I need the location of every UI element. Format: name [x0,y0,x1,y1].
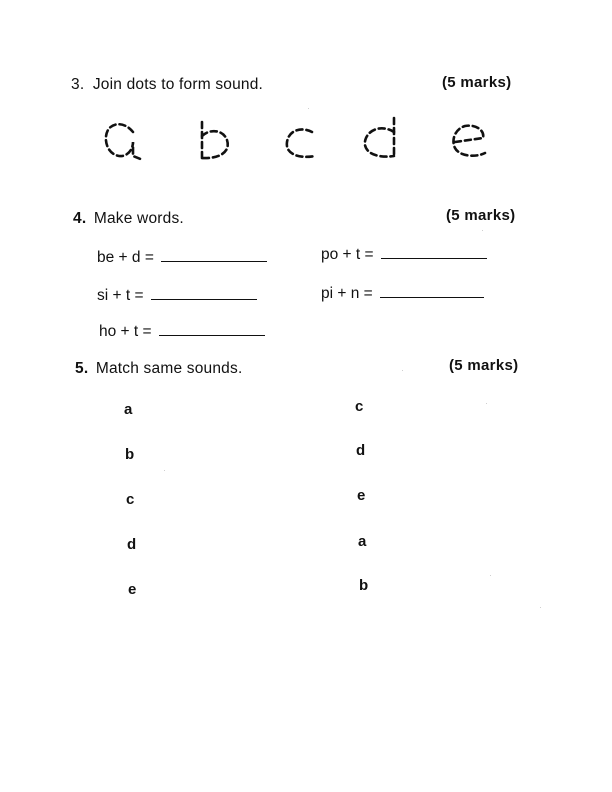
match-left-item[interactable]: b [125,446,135,463]
answer-blank[interactable] [380,287,484,298]
word-item-prompt: po + t = [321,246,374,263]
tracing-letter-e-label [95,112,96,114]
scan-speck [482,230,483,231]
question-4-title: Make words. [93,210,184,227]
answer-blank[interactable] [381,248,487,259]
scan-speck [490,575,491,576]
word-item [99,323,265,341]
word-item [97,287,257,305]
question-3-title: Join dots to form sound. [92,76,264,93]
tracing-letter-b [202,122,228,158]
match-right-item[interactable]: d [356,442,366,459]
word-item-prompt: ho + t = [99,323,152,340]
question-5-heading [75,360,242,378]
answer-blank[interactable] [161,251,267,262]
scan-speck [486,403,487,404]
tracing-letter-d [365,118,394,158]
question-5-title: Match same sounds. [95,360,243,377]
match-left-item[interactable]: a [124,401,133,418]
tracing-letters [95,112,515,172]
question-5-number: 5. [75,360,89,377]
question-3-marks: (5 marks) [442,74,512,91]
word-item-prompt: si + t = [97,287,144,304]
question-4-heading [73,210,184,228]
match-right-item[interactable]: b [359,577,369,594]
answer-blank[interactable] [159,325,265,336]
word-item [321,285,484,303]
match-left-item[interactable]: e [128,581,137,598]
match-right-item[interactable]: a [358,533,367,550]
tracing-letter-c [287,129,315,156]
tracing-letter-e [453,126,485,156]
question-4-marks: (5 marks) [446,207,516,224]
match-right-item[interactable]: e [357,487,366,504]
question-3-number: 3. [71,76,85,93]
question-4-number: 4. [73,210,87,227]
match-right-item[interactable]: c [355,398,364,415]
scan-speck [540,607,541,608]
match-left-item[interactable]: d [127,536,137,553]
word-item [321,246,487,264]
scan-speck [402,370,403,371]
word-item [97,249,267,267]
match-left-item[interactable]: c [126,491,135,508]
question-5-marks: (5 marks) [449,357,519,374]
scan-speck [308,108,309,109]
word-item-prompt: be + d = [97,249,154,266]
scan-speck [164,470,165,471]
tracing-letter-a [106,124,143,160]
word-item-prompt: pi + n = [321,285,373,302]
answer-blank[interactable] [151,289,257,300]
question-3-heading [71,76,263,94]
